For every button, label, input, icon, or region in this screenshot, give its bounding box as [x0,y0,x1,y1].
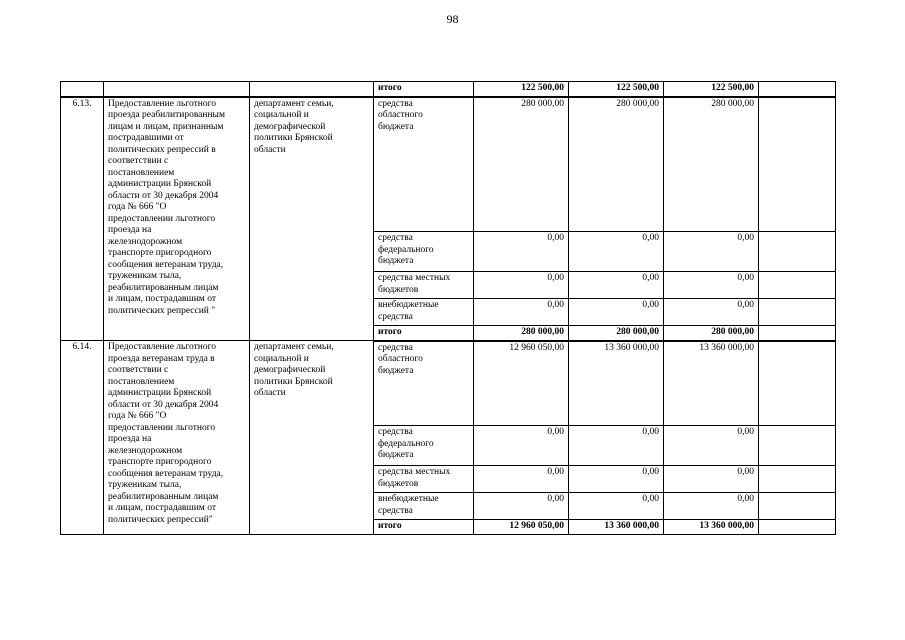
value-cell-1: 0,00 [474,232,569,272]
item-number: 6.14. [61,341,104,535]
value-cell-2: 13 360 000,00 [569,520,664,535]
item-name: Предоставление льготного проезда ветеранам труда в соответствии с постановлением администрации Брянской области от 30 декабря 2004 года № 666 "О предоставлении льготного проезда на железнодорожном транспорте пригородного сообщения ветеранам труда, труженикам тыла, реабилитированным лицам и лицам, пострадавшим от политических репрессий" [104,341,250,535]
funding-source: средства областного бюджета [374,341,474,426]
value-cell-1: 0,00 [474,426,569,466]
empty-cell [759,520,836,535]
empty-cell [759,426,836,466]
empty-cell [759,272,836,299]
budget-table [60,81,836,535]
source-cell: итого [374,82,474,97]
carry-total-row [61,82,836,97]
funding-source: средства местных бюджетов [374,466,474,493]
funding-source: средства областного бюджета [374,97,474,232]
value-cell-3: 0,00 [664,466,759,493]
name-cell [104,82,250,97]
item-row [61,97,836,232]
value-cell-3: 0,00 [664,299,759,326]
empty-cell [759,466,836,493]
value-cell-2: 280 000,00 [569,97,664,232]
empty-cell [759,97,836,232]
funding-source: итого [374,520,474,535]
funding-source: средства местных бюджетов [374,272,474,299]
value-cell-1: 0,00 [474,299,569,326]
item-number: 6.13. [61,97,104,341]
value-cell-3: 280 000,00 [664,97,759,232]
value-cell-3: 0,00 [664,493,759,520]
value-cell-2: 0,00 [569,232,664,272]
value-cell-1: 0,00 [474,466,569,493]
value-cell-3: 0,00 [664,272,759,299]
value-cell-1: 12 960 050,00 [474,341,569,426]
empty-cell [759,493,836,520]
empty-cell [759,341,836,426]
value-cell-3: 13 360 000,00 [664,341,759,426]
value-cell-2: 0,00 [569,426,664,466]
item-executor: департамент семьи, социальной и демографической политики Брянской области [250,341,374,535]
executor-cell [250,82,374,97]
value-cell-3: 280 000,00 [664,326,759,341]
value-cell-3: 13 360 000,00 [664,520,759,535]
item-executor: департамент семьи, социальной и демографической политики Брянской области [250,97,374,341]
value-cell-1: 280 000,00 [474,326,569,341]
empty-cell [759,232,836,272]
page-number: 98 [446,12,459,26]
value-cell-1: 0,00 [474,493,569,520]
value-cell-1: 12 960 050,00 [474,520,569,535]
funding-source: внебюджетные средства [374,299,474,326]
value-cell-1: 122 500,00 [474,82,569,97]
value-cell-3: 122 500,00 [664,82,759,97]
value-cell-2: 0,00 [569,272,664,299]
value-cell-3: 0,00 [664,426,759,466]
item-name: Предоставление льготного проезда реабилитированным лицам и лицам, признанным пострадавшими от политических репрессий в соответствии с постановлением администрации Брянской области от 30 декабря 2004 года № 666 "О предоставлении льготного проезда на железнодорожном транспорте пригородного сообщения ветеранам труда, труженикам тыла, реабилитированным лицам и лицам, пострадавшим от политических репрессий " [104,97,250,341]
value-cell-1: 0,00 [474,272,569,299]
funding-source: внебюджетные средства [374,493,474,520]
num-cell [61,82,104,97]
value-cell-2: 0,00 [569,493,664,520]
value-cell-2: 0,00 [569,466,664,493]
value-cell-2: 0,00 [569,299,664,326]
funding-source: средства федерального бюджета [374,232,474,272]
empty-cell [759,299,836,326]
value-cell-1: 280 000,00 [474,97,569,232]
empty-cell [759,82,836,97]
item-row [61,341,836,426]
value-cell-2: 122 500,00 [569,82,664,97]
value-cell-3: 0,00 [664,232,759,272]
value-cell-2: 280 000,00 [569,326,664,341]
funding-source: итого [374,326,474,341]
empty-cell [759,326,836,341]
value-cell-2: 13 360 000,00 [569,341,664,426]
funding-source: средства федерального бюджета [374,426,474,466]
